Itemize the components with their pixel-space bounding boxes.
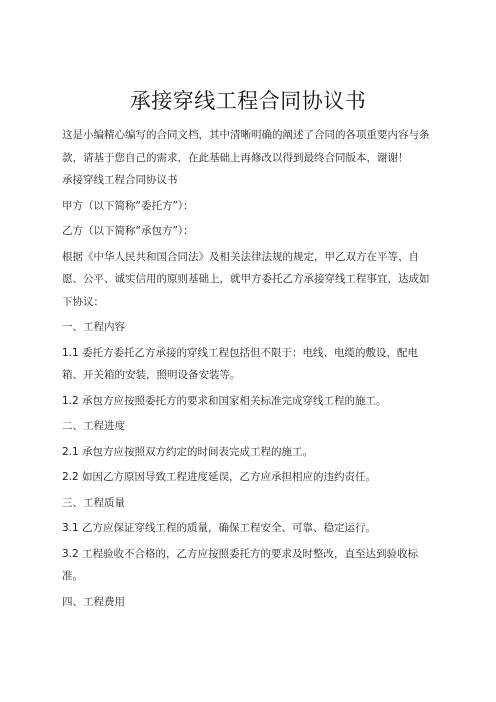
clause-2-1: 2.1 承包方应按照双方约定的时间表完成工程的施工。 bbox=[62, 445, 314, 458]
clause-3-1: 3.1 乙方应保证穿线工程的质量，确保工程安全、可靠、稳定运行。 bbox=[62, 522, 377, 534]
document-title: 承接穿线工程合同协议书 bbox=[129, 89, 367, 113]
section-heading-1: 一、工程内容 bbox=[62, 321, 125, 333]
party-b-line: 乙方（以下简称“承包方”）： bbox=[62, 225, 194, 237]
preamble-paragraph: 根据《中华人民共和国合同法》及相关法律法规的规定，甲乙双方在平等、自愿、公平、诚实信用的原则基础上，就甲方委托乙方承接穿线工程事宜，达成如下协议： bbox=[62, 250, 430, 308]
section-heading-2: 二、工程进度 bbox=[62, 420, 125, 432]
document-body bbox=[62, 124, 432, 613]
party-a-line: 甲方（以下简称“委托方”）： bbox=[62, 199, 194, 212]
subtitle-line: 承接穿线工程合同协议书 bbox=[62, 174, 178, 186]
section-heading-3: 三、工程质量 bbox=[62, 496, 125, 509]
intro-paragraph: 这是小编精心编写的合同文档，其中清晰明确的阐述了合同的各项重要内容与条款，请基于您自己的需求，在此基础上再修改以得到最终合同版本，谢谢！ bbox=[62, 129, 430, 164]
clause-2-2: 2.2 如因乙方原因导致工程进度延误，乙方应承担相应的违约责任。 bbox=[62, 471, 377, 483]
clause-3-2: 3.2 工程验收不合格的，乙方应按照委托方的要求及时整改，直至达到验收标准。 bbox=[62, 547, 419, 582]
clause-1-1: 1.1 委托方委托乙方承接的穿线工程包括但不限于：电线、电缆的敷设，配电箱、开关箱的安装，照明设备安装等。 bbox=[62, 346, 419, 381]
section-heading-4: 四、工程费用 bbox=[62, 595, 125, 608]
clause-1-2: 1.2 承包方应按照委托方的要求和国家相关标准完成穿线工程的施工。 bbox=[62, 394, 387, 407]
